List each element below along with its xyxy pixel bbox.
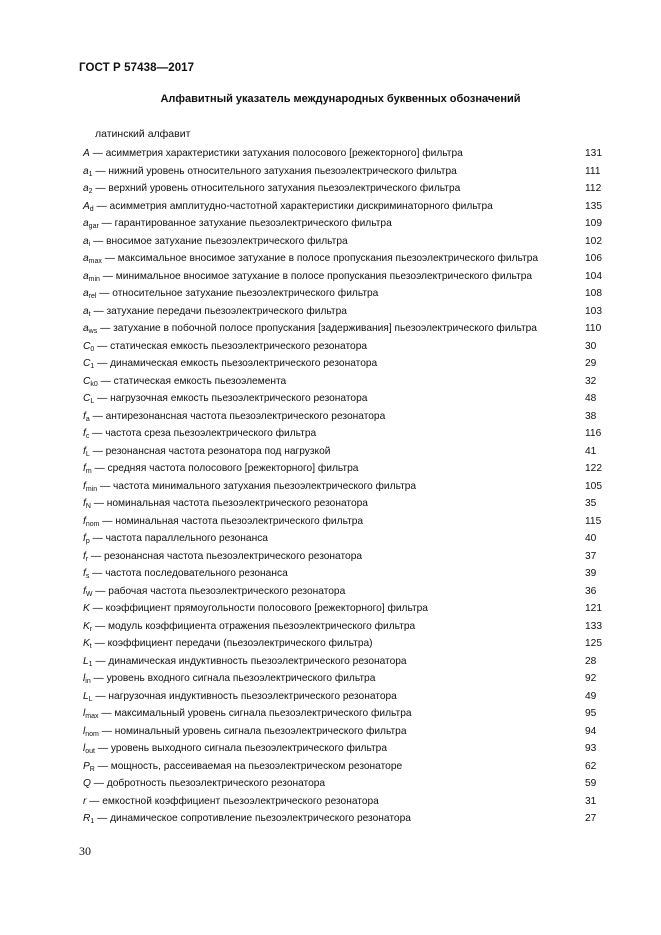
index-entry [83,618,603,635]
entry-page-ref: 48 [585,393,597,404]
entry-description: — верхний уровень относительного затухания пьезоэлектрического фильтра [92,183,461,194]
index-entry [83,390,603,407]
entry-subscript: rel [88,293,97,300]
entry-page-ref: 104 [585,270,602,282]
entry-page-ref: 111 [585,165,601,177]
entry-page-ref: 35 [585,498,597,509]
entry-subscript: max [88,258,102,265]
entry-symbol: K [83,603,90,614]
entry-page-ref: 39 [585,568,597,579]
entry-symbol: $L_1$ [83,655,93,668]
index-entry [83,793,603,810]
entry-page-ref: 125 [585,638,602,649]
entry-symbol: $L_L$ [83,690,93,703]
index-entry [83,198,603,215]
entry-page-ref: 40 [585,533,597,544]
index-entry [83,250,603,267]
entry-page-ref: 41 [585,445,597,457]
entry-subscript: t [88,310,91,318]
entry-page-ref: 95 [585,708,597,719]
index-entry [83,583,603,600]
entry-subscript: out [85,748,95,755]
index-entry [83,320,603,337]
entry-description: — затухание передачи пьезоэлектрического фильтра [90,305,347,317]
entry-description: — уровень выходного сигнала пьезоэлектрического фильтра [95,743,387,754]
index-entry [83,688,603,705]
entry-page-ref: 92 [585,673,597,684]
entry-symbol: $K_r$ [83,620,93,633]
entry-page-ref: 27 [585,813,597,824]
entry-description: — нагрузочная емкость пьезоэлектрического резонатора [94,393,368,404]
entry-page-ref: 110 [585,323,602,334]
index-entry [83,653,603,670]
index-entry [83,285,603,302]
entry-page-ref: 30 [585,340,597,352]
entry-subscript: L [85,450,90,458]
entry-subscript: s [85,573,90,580]
entry-page-ref: 105 [585,480,602,492]
standard-header: ГОСТ Р 57438—2017 [79,62,195,74]
entry-description: — динамическое сопротивление пьезоэлектрического резонатора [94,813,411,824]
entry-description: — модуль коэффициента отражения пьезоэлектрического фильтра [92,620,416,632]
entry-subscript: max [85,713,99,720]
entry-description: — максимальное вносимое затухание в полосе пропускания пьезоэлектрического фильтра [101,253,539,264]
entry-subscript: i [88,240,91,248]
entry-subscript: R [89,765,95,773]
entry-page-ref: 59 [585,778,597,789]
index-entry [83,723,603,740]
entry-symbol: $K_t$ [83,638,92,650]
index-entry [83,548,603,565]
entry-symbol: $l_{out}$ [83,743,95,755]
entry-description: — емкостной коэффициент пьезоэлектрического резонатора [86,795,379,807]
entry-symbol: $f_N$ [83,498,91,510]
entry-description: — статическая емкость пьезоэлектрического резонатора [94,340,368,352]
entry-description: — коэффициент передачи (пьезоэлектрического фильтра) [91,638,373,649]
entry-description: — номинальный уровень сигнала пьезоэлектрического фильтра [98,725,407,737]
index-entry [83,233,603,250]
entry-description: — резонансная частота резонатора под нагрузкой [89,445,331,457]
entry-symbol: $f_m$ [83,463,92,475]
index-entry [83,530,603,547]
entry-description: — вносимое затухание пьезоэлектрического фильтра [90,235,348,247]
entry-description: — коэффициент прямоугольности полосового [режекторного] фильтра [89,603,428,614]
entry-symbol: $C_{k0}$ [83,375,98,388]
entry-description: — средняя частота полосового [режекторного] фильтра [91,463,359,474]
entry-subscript: 2 [88,188,93,195]
entry-symbol: $f_c$ [83,428,90,440]
entry-subscript: 0 [90,345,95,353]
index-entry [83,495,603,512]
entry-page-ref: 122 [585,463,602,474]
entry-page-ref: 29 [585,358,597,369]
entry-subscript: L [90,398,95,405]
entry-symbol: $a_1$ [83,165,93,178]
entry-page-ref: 133 [585,620,602,632]
entry-page-ref: 109 [585,218,602,229]
entry-symbol: $f_r$ [83,550,89,563]
entry-description: — частота среза пьезоэлектрического фильтра [89,428,317,439]
index-entry [83,163,603,180]
entry-subscript: c [85,433,90,440]
entry-description: — нижний уровень относительного затухания пьезоэлектрического фильтра [92,165,457,177]
entry-symbol: $f_p$ [83,533,90,545]
entry-description: — мощность, рассеиваемая на пьезоэлектрическом резонаторе [94,760,403,772]
entry-description: — уровень входного сигнала пьезоэлектрического фильтра [90,673,376,684]
entry-symbol: $f_L$ [83,445,90,458]
entry-subscript: ws [88,328,98,335]
index-entry [83,810,603,827]
entry-description: — динамическая индуктивность пьезоэлектрического резонатора [92,655,407,667]
entry-page-ref: 112 [585,183,602,194]
page-number: 30 [79,844,91,858]
index-entry [83,460,603,477]
entry-page-ref: 102 [585,235,602,247]
index-entry [83,425,603,442]
entry-subscript: min [85,485,98,493]
index-entry [83,373,603,390]
entry-subscript: nom [85,520,100,528]
index-entry [83,303,603,320]
index-entry [83,670,603,687]
entry-subscript: 1 [88,660,93,668]
index-entry [83,705,603,722]
entry-subscript: d [89,205,94,213]
entry-description: — затухание в побочной полосе пропускания [задерживания] пьезоэлектрического фильтра [97,323,537,334]
entry-page-ref: 31 [585,795,597,807]
entry-symbol: $l_{in}$ [83,673,91,685]
entry-description: — частота последовательного резонанса [89,568,288,579]
entry-symbol: $a_{max}$ [83,253,102,265]
entry-page-ref: 28 [585,655,597,667]
entry-subscript: t [89,643,92,650]
entry-subscript: 1 [90,363,95,370]
index-entry [83,565,603,582]
entry-description: — частота параллельного резонанса [89,533,268,544]
index-title: Алфавитный указатель международных буквенных обозначений [160,93,521,105]
index-entry [83,180,603,197]
index-entry [83,478,603,495]
entry-page-ref: 94 [585,725,597,737]
entry-page-ref: 37 [585,550,597,562]
entry-description: — гарантированное затухание пьезоэлектрического фильтра [98,218,392,229]
entry-symbol: $R_1$ [83,813,95,825]
entry-symbol: $l_{max}$ [83,708,99,720]
index-entry [83,408,603,425]
entry-page-ref: 106 [585,253,602,264]
entry-page-ref: 93 [585,743,597,754]
index-entry [83,775,603,792]
entry-subscript: min [88,275,100,283]
index-entry [83,215,603,232]
entry-page-ref: 32 [585,375,597,387]
entry-symbol: $a_{rel}$ [83,288,97,300]
index-entry [83,740,603,757]
entry-symbol: $f_{min}$ [83,480,98,493]
entry-description: — относительное затухание пьезоэлектрического фильтра [96,288,379,299]
index-entry [83,355,603,372]
index-entry [83,443,603,460]
entry-subscript: nom [85,730,99,738]
entry-page-ref: 135 [585,200,602,212]
entry-subscript: 1 [88,170,93,178]
entry-description: — частота минимального затухания пьезоэлектрического фильтра [97,480,417,492]
entry-description: — динамическая емкость пьезоэлектрического резонатора [94,358,378,369]
entry-page-ref: 38 [585,410,597,422]
index-entry [83,758,603,775]
entry-subscript: p [85,538,90,545]
entry-symbol: $C_L$ [83,393,95,405]
entry-page-ref: 36 [585,585,597,597]
entry-description: — резонансная частота пьезоэлектрического резонатора [88,550,363,562]
entry-symbol: $f_{nom}$ [83,515,100,528]
index-entry [83,145,603,162]
entry-symbol: $a_t$ [83,305,91,318]
entry-description: — асимметрия характеристики затухания полосового [режекторного] фильтра [89,148,463,159]
entry-subscript: in [85,678,91,685]
entry-page-ref: 131 [585,148,602,159]
entry-symbol: A [83,148,90,159]
entry-page-ref: 103 [585,305,602,317]
entry-subscript: gar [88,223,99,230]
entry-symbol: Q [83,778,91,789]
entry-subscript: r [89,625,93,633]
entry-page-ref: 108 [585,288,602,299]
entry-symbol: $a_{ws}$ [83,323,98,335]
section-label: латинский алфавит [95,128,191,140]
entry-symbol: $C_1$ [83,358,95,370]
entry-symbol: $a_i$ [83,235,91,248]
entry-subscript: a [85,415,90,423]
entry-symbol: $l_{nom}$ [83,725,99,738]
entry-description: — добротность пьезоэлектрического резонатора [90,778,326,789]
entry-subscript: 1 [90,818,95,825]
entry-page-ref: 62 [585,760,597,772]
entry-page-ref: 115 [585,515,602,527]
index-entry [83,513,603,530]
entry-symbol: $f_W$ [83,585,93,598]
entry-subscript: r [85,555,89,563]
index-entry [83,635,603,652]
entry-description: — номинальная частота пьезоэлектрического резонатора [90,498,368,509]
entry-symbol: $f_a$ [83,410,90,423]
entry-subscript: N [85,503,91,510]
entry-symbol: $C_0$ [83,340,95,353]
entry-description: — номинальная частота пьезоэлектрического фильтра [99,515,364,527]
entry-description: — антирезонансная частота пьезоэлектрического резонатора [89,410,386,422]
entry-page-ref: 121 [585,603,602,614]
entry-symbol: $a_{min}$ [83,270,100,283]
entry-description: — минимальное вносимое затухание в полосе пропускания пьезоэлектрического фильтра [99,270,533,282]
entry-description: — максимальный уровень сигнала пьезоэлектрического фильтра [98,708,412,719]
index-entry [83,600,603,617]
entry-symbol: r [83,795,87,807]
index-entry [83,338,603,355]
entry-description: — рабочая частота пьезоэлектрического резонатора [92,585,346,597]
entry-symbol: $a_{gar}$ [83,218,99,230]
entry-description: — нагрузочная индуктивность пьезоэлектрического резонатора [92,690,397,702]
entry-description: — статическая емкость пьезоэлемента [97,375,287,387]
entry-page-ref: 116 [585,428,602,439]
entry-symbol: $f_s$ [83,568,90,580]
entry-symbol: $P_R$ [83,760,95,773]
entry-subscript: L [88,695,93,703]
index-entry [83,268,603,285]
entry-subscript: k0 [90,380,98,388]
entry-subscript: W [85,590,93,598]
entry-page-ref: 49 [585,690,597,702]
entry-description: — асимметрия амплитудно-частотной характеристики дискриминаторного фильтра [93,200,493,212]
entry-symbol: $A_d$ [83,200,94,213]
entry-symbol: $a_2$ [83,183,93,195]
entry-subscript: m [85,468,92,475]
